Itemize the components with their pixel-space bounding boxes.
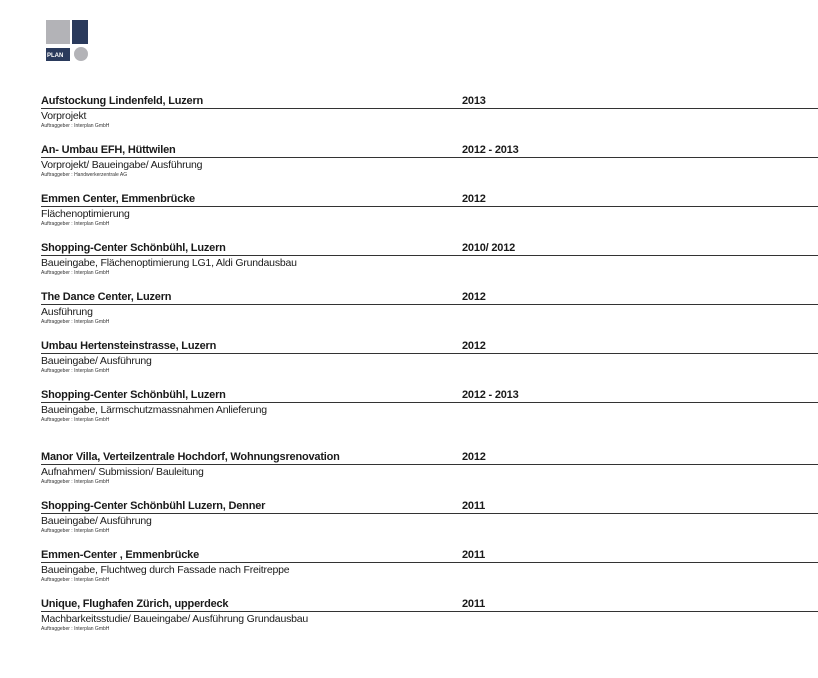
project-entry [41,597,818,646]
project-entry [41,143,818,192]
project-header [41,597,818,612]
project-title: Emmen Center, Emmenbrücke [41,193,195,205]
company-logo [46,20,109,64]
project-client: Auftraggeber : Interplan GmbH [41,479,110,485]
project-entry [41,450,818,499]
project-description: Aufnahmen/ Submission/ Bauleitung [41,466,204,478]
project-entry [41,241,818,290]
project-entry [41,290,818,339]
project-entry [41,388,818,450]
logo-vertical-text: atelier [103,25,109,39]
project-entry [41,548,818,597]
project-year: 2012 [462,451,486,463]
project-title: Manor Villa, Verteilzentrale Hochdorf, Wohnungsrenovation [41,451,340,463]
project-client: Auftraggeber : Interplan GmbH [41,319,110,325]
project-year: 2011 [462,598,486,610]
project-client: Auftraggeber : Interplan GmbH [41,368,110,374]
project-header [41,450,818,465]
project-header [41,339,818,354]
project-title: Shopping-Center Schönbühl Luzern, Denner [41,500,266,512]
project-description: Baueingabe, Fluchtweg durch Fassade nach Freitreppe [41,564,290,576]
project-description: Baueingabe, Flächenoptimierung LG1, Aldi Grundausbau [41,257,297,269]
project-client: Auftraggeber : Interplan GmbH [41,528,110,534]
project-header [41,241,818,256]
project-client: Auftraggeber : Interplan GmbH [41,221,110,227]
project-description: Baueingabe/ Ausführung [41,515,152,527]
project-entry [41,192,818,241]
project-description: Vorprojekt [41,110,87,122]
project-year: 2012 [462,193,486,205]
project-list [41,94,818,646]
project-client: Auftraggeber : Interplan GmbH [41,123,110,129]
project-year: 2011 [462,549,486,561]
project-title: Unique, Flughafen Zürich, upperdeck [41,598,229,610]
project-year: 2012 [462,340,486,352]
project-client: Auftraggeber : Interplan GmbH [41,270,110,276]
project-year: 2012 - 2013 [462,389,519,401]
project-client: Auftraggeber : Handwerkerzentrale AG [41,172,128,178]
project-header [41,94,818,109]
project-title: An- Umbau EFH, Hüttwilen [41,144,176,156]
project-title: Emmen-Center , Emmenbrücke [41,549,200,561]
project-entry [41,94,818,143]
project-client: Auftraggeber : Interplan GmbH [41,417,110,423]
logo-gray-square [46,20,70,44]
project-year: 2012 [462,291,486,303]
project-description: Baueingabe/ Ausführung [41,355,152,367]
project-header [41,192,818,207]
project-title: Aufstockung Lindenfeld, Luzern [41,95,204,107]
project-header [41,499,818,514]
project-title: The Dance Center, Luzern [41,291,172,303]
project-header [41,388,818,403]
logo-plan-label: PLAN [46,48,70,61]
project-description: Machbarkeitsstudie/ Baueingabe/ Ausführung Grundausbau [41,613,309,625]
project-description: Flächenoptimierung [41,208,130,220]
project-client: Auftraggeber : Interplan GmbH [41,577,110,583]
project-header [41,548,818,563]
logo-circle [74,47,88,61]
project-header [41,290,818,305]
project-header [41,143,818,158]
logo-navy-block [72,20,109,44]
project-title: Umbau Hertensteinstrasse, Luzern [41,340,217,352]
project-year: 2013 [462,95,486,107]
project-year: 2012 - 2013 [462,144,519,156]
project-year: 2010/ 2012 [462,242,516,254]
project-year: 2011 [462,500,486,512]
project-client: Auftraggeber : Interplan GmbH [41,626,110,632]
project-title: Shopping-Center Schönbühl, Luzern [41,389,226,401]
project-description: Ausführung [41,306,93,318]
project-description: Vorprojekt/ Baueingabe/ Ausführung [41,159,203,171]
project-entry [41,339,818,388]
project-description: Baueingabe, Lärmschutzmassnahmen Anlieferung [41,404,267,416]
project-title: Shopping-Center Schönbühl, Luzern [41,242,226,254]
project-entry [41,499,818,548]
